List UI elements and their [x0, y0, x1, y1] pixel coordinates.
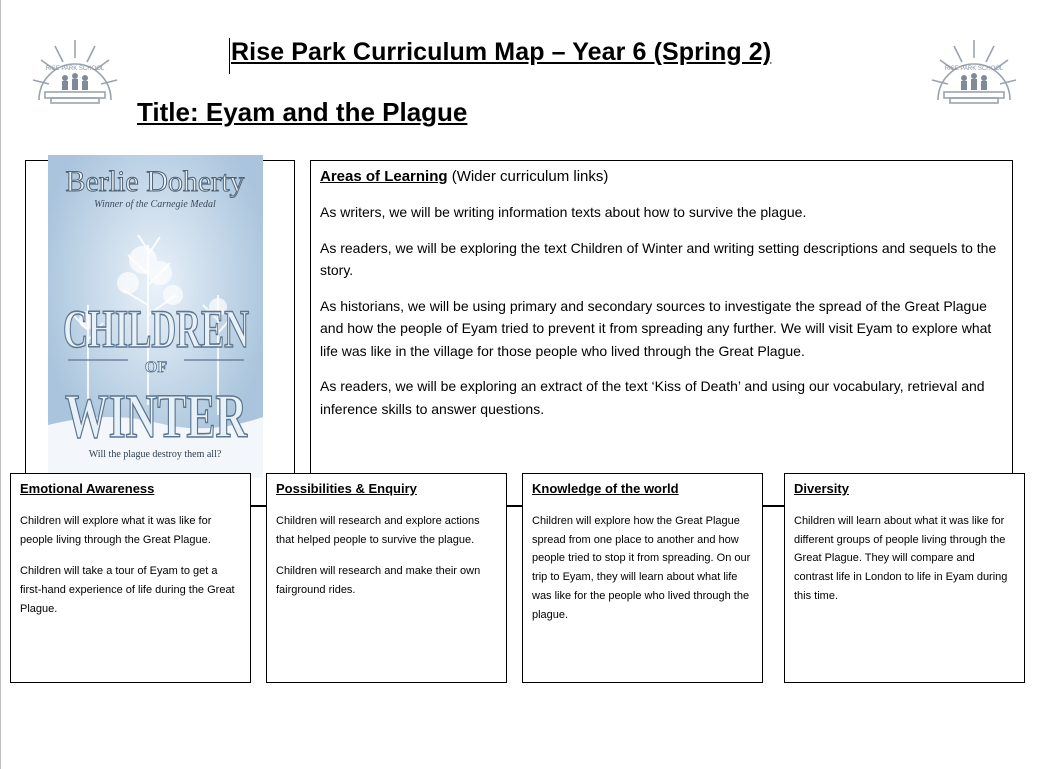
- school-logo-left: [25, 34, 125, 106]
- school-sunburst-logo-icon: [25, 34, 125, 106]
- cover-title-line1: CHILDREN: [63, 299, 249, 359]
- card-heading: Possibilities & Enquiry: [276, 481, 417, 496]
- areas-of-learning-box: [310, 160, 1013, 506]
- card-knowledge-of-the-world: [522, 473, 763, 683]
- connector-line: [763, 506, 784, 507]
- areas-heading-note: (Wider curriculum links): [447, 168, 609, 185]
- school-sunburst-logo-icon: [924, 34, 1024, 106]
- areas-paragraph-writers: As writers, we will be writing information texts about how to survive the plague.: [320, 204, 807, 220]
- card-paragraph: Children will research and explore actions that helped people to survive the plague.: [276, 515, 480, 546]
- cover-title-of: OF: [144, 359, 168, 376]
- card-paragraph: Children will explore how the Great Plague spread from one place to another and how people tried to stop it from spreading. On our trip to Eyam, they will learn about what life was like for the people who lived through the plague.: [532, 515, 751, 621]
- page-title: Rise Park Curriculum Map – Year 6 (Spring 2): [231, 38, 772, 66]
- cover-title-line2: WINTER: [65, 383, 248, 451]
- card-possibilities-enquiry: [266, 473, 507, 683]
- areas-heading-label: Areas of Learning: [320, 168, 448, 185]
- card-paragraph: Children will research and make their own fairground rides.: [276, 565, 481, 597]
- text-cursor: [229, 38, 230, 74]
- book-cover-image: [48, 155, 263, 478]
- logo-text: RISE PARK SCHOOL: [45, 66, 105, 72]
- card-heading: Emotional Awareness: [20, 481, 155, 496]
- card-heading: Diversity: [794, 481, 849, 496]
- connector-line: [251, 506, 266, 507]
- card-paragraph: Children will take a tour of Eyam to get a first-hand experience of life during the Great Plague.: [20, 565, 235, 615]
- card-paragraph: Children will explore what it was like for people living through the Great Plague.: [20, 515, 212, 546]
- areas-paragraph-historians: As historians, we will be using primary and secondary sources to investigate the spread of the Great Plague and how the people of Eyam tried to prevent it from spreading any further. We will visit Eyam to explore what life was like in the village for those people who lived through the Great Plague.: [320, 297, 992, 359]
- school-logo-right: [924, 34, 1024, 106]
- page-edge: [0, 0, 1, 769]
- connector-line: [507, 506, 522, 507]
- logo-text: RISE PARK SCHOOL: [944, 66, 1004, 72]
- cover-tagline: Will the plague destroy them all?: [88, 449, 222, 460]
- areas-paragraph-extract: As readers, we will be exploring an extract of the text ‘Kiss of Death’ and using our vocabulary, retrieval and inference skills to answer questions.: [320, 378, 985, 417]
- cover-award: Winner of the Carnegie Medal: [94, 199, 216, 210]
- card-paragraph: Children will learn about what it was like for different groups of people living through the Great Plague. They will compare and contrast life in London to life in Eyam during this time.: [794, 515, 1008, 602]
- topic-title: Title: Eyam and the Plague: [137, 97, 468, 127]
- card-emotional-awareness: [10, 473, 251, 683]
- card-diversity: [784, 473, 1025, 683]
- areas-paragraph-readers: As readers, we will be exploring the text Children of Winter and writing setting descriptions and sequels to the story.: [320, 239, 997, 278]
- book-cover-art: [48, 155, 263, 478]
- cover-author: Berlie Doherty: [65, 165, 245, 198]
- card-heading: Knowledge of the world: [532, 481, 679, 496]
- areas-heading: [320, 167, 1002, 187]
